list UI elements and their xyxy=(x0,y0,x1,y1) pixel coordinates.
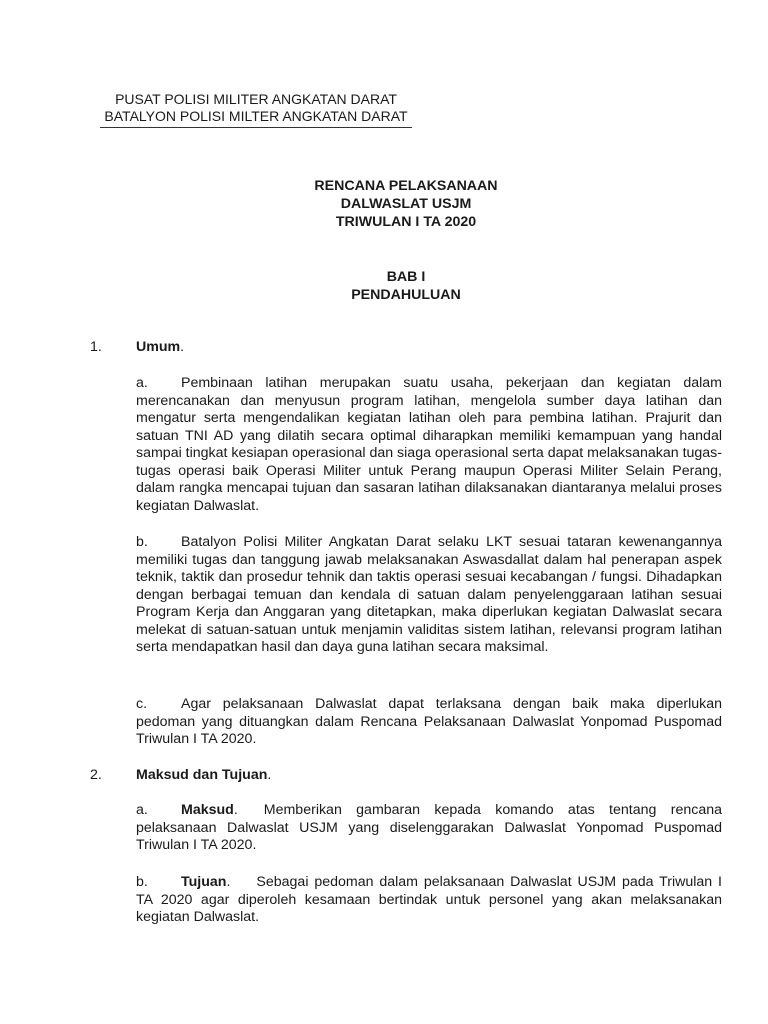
letterhead-line-1: PUSAT POLISI MILITER ANGKATAN DARAT xyxy=(115,91,397,107)
paragraph-2b: b. Tujuan. Sebagai pedoman dalam pelaksanaan Dalwaslat USJM pada Triwulan I TA 2020 agar diperoleh kesamaan bertindak untuk personel yang akan melaksanakan kegiatan Dalwaslat. xyxy=(136,874,722,925)
paragraph-label: a. xyxy=(136,802,148,818)
letterhead xyxy=(100,91,412,128)
paragraph-term: Maksud xyxy=(181,802,234,818)
chapter-heading xyxy=(0,268,768,304)
document-title xyxy=(0,177,768,231)
paragraph-label: b. xyxy=(136,874,148,890)
chapter-name: PENDAHULUAN xyxy=(351,287,461,303)
paragraph-1c xyxy=(136,696,722,749)
section-number: 2. xyxy=(90,767,102,783)
section-title: Maksud dan Tujuan xyxy=(136,767,268,783)
paragraph-text: Batalyon Polisi Militer Angkatan Darat selaku LKT sesuai tataran kewenangannya memiliki tugas dan tanggung jawab melaksanakan Aswasdallat dalam hal penerapan aspek teknik, taktik dan prosedur tehnik dan taktis operasi sesuai kecabangan / fungsi. Dihadapkan dengan berbagai temuan dan kendala di satuan dalam penyelenggaraan latihan sesuai Program Kerja dan Anggaran yang ditetapkan, maka diperlukan kegiatan Dalwaslat secara melekat di satuan-satuan untuk menjamin validitas sistem latihan, relevansi program latihan serta mendapatkan hasil dan daya guna latihan secara maksimal. xyxy=(136,534,722,655)
paragraph-text: Memberikan gambaran kepada komando atas tentang rencana pelaksanaan Dalwaslat USJM yang diselenggarakan Dalwaslat Yonpomad Puspomad Triwulan I TA 2020. xyxy=(136,802,722,853)
paragraph-term: Tujuan xyxy=(181,874,227,890)
paragraph-label: a. xyxy=(136,375,148,391)
section-title: Umum xyxy=(136,339,181,355)
title-line-1: RENCANA PELAKSANAAN xyxy=(314,178,498,194)
paragraph-label: b. xyxy=(136,534,148,550)
paragraph-2a: a. Maksud. Memberikan gambaran kepada komando atas tentang rencana pelaksanaan Dalwaslat USJM yang diselenggarakan Dalwaslat Yonpomad Puspomad Triwulan I TA 2020. xyxy=(136,802,722,853)
paragraph-text: Pembinaan latihan merupakan suatu usaha, pekerjaan dan kegiatan dalam merencanakan dan menyusun program latihan, mengelola sumber daya latihan dan mengatur serta mengendalikan kegiatan latihan oleh para pembina latihan. Prajurit dan satuan TNI AD yang dilatih secara optimal diharapkan memiliki kemampuan yang handal sampai tingkat kesiapan operasional dan siaga operasional serta dapat melaksanakan tugas-tugas operasi baik Operasi Militer untuk Perang maupun Operasi Militer Selain Perang, dalam rangka mencapai tujuan dan sasaran latihan dilaksanakan diantaranya melalui proses kegiatan Dalwaslat. xyxy=(136,375,723,514)
section-2-heading: 2. Maksud dan Tujuan . xyxy=(90,767,272,783)
chapter-number: BAB I xyxy=(386,269,426,285)
paragraph-text: Sebagai pedoman dalam pelaksanaan Dalwaslat USJM pada Triwulan I TA 2020 agar diperoleh kesamaan bertindak untuk personel yang akan melaksanakan kegiatan Dalwaslat. xyxy=(136,874,722,925)
paragraph-label: c. xyxy=(136,696,148,712)
paragraph-1b xyxy=(136,534,722,657)
section-1-heading: 1. Umum . xyxy=(90,339,185,355)
paragraph-1a xyxy=(136,375,722,515)
letterhead-line-2: BATALYON POLISI MILTER ANGKATAN DARAT xyxy=(100,108,412,128)
title-line-2: DALWASLAT USJM xyxy=(340,196,472,212)
title-line-3: TRIWULAN I TA 2020 xyxy=(335,214,477,230)
section-number: 1. xyxy=(90,339,102,355)
paragraph-text: Agar pelaksanaan Dalwaslat dapat terlaksana dengan baik maka diperlukan pedoman yang dituangkan dalam Rencana Pelaksanaan Dalwaslat Yonpomad Puspomad Triwulan I TA 2020. xyxy=(136,696,722,747)
